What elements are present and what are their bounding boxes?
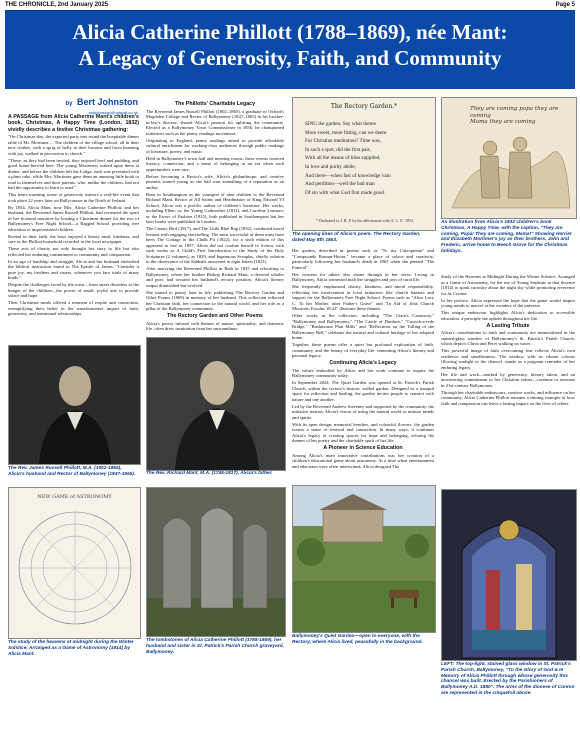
portrait-drawing xyxy=(9,346,140,464)
astronomy-game-image xyxy=(8,487,141,639)
tombstones-image xyxy=(146,487,286,637)
col1-paragraph: Their Christmas meals offered a moment of respite and connection, exemplifying their belief in the transformative impact of faith, generosity, and intentional relationships. xyxy=(8,300,139,317)
col3-paragraph: She frequently emphasised charity, kindness, and moral responsibility, reflecting her involvement in local initiatives like church bazaars and support for the Ballymoney Free Night School. Poems such as "Alice Lacy C. To her Mother, after Father's Grave" and "In Aid of Irish Church Missions: Exodus 18:22" illustrate these themes. xyxy=(292,284,434,311)
section-heading: The Phillotts' Charitable Legacy xyxy=(174,101,256,107)
col4-paragraph: In her preface, Alicia expressed the hope that the game would inspire young minds to marvel at the wonders of the universe. xyxy=(441,297,575,308)
poem-footnote: * Dedicated to J. R. P. by his affectionate wife A. C. P., 1853. xyxy=(315,218,415,223)
section-heading: A Pioneer in Science Education xyxy=(323,445,403,451)
section-heading: The Rectory Garden and Other Poems xyxy=(167,313,263,319)
page-header xyxy=(0,0,580,10)
col1-paragraph: This heart-warming scene of generosity mirrors a real-life event that took place 22 years later on Ballyconnor in the North of Ireland. xyxy=(8,192,139,203)
tombstones-photo xyxy=(147,488,285,636)
byline-by: by xyxy=(65,101,73,107)
col4-paragraph: Her life and work—marked by generosity, literary talent, and an unwavering commitment to her Christian values—continue to resonate in 21st-century Ballymoney. xyxy=(441,371,575,388)
col3-paragraph: With its open design, memorial benches, and colourful flowers, the garden fosters a sense of renewal and connection. In many ways, it continues Alicia's legacy of creating spaces for hope and belonging, echoing the themes of her poetry and the charitable spirit of her life. xyxy=(292,421,434,443)
col2-paragraph: She turned to poetry later in life, publishing The Rectory Garden and Other Poems (1869) in memory of her husband. This collection reflected her Christian faith, her connection to the natural world, and her role as a pillar of the Ballymoney community. xyxy=(146,289,284,311)
col4-paragraph: This unique endeavour highlights Alicia's dedication to accessible education, a principle she upheld throughout her life. xyxy=(441,310,575,321)
col4-paragraph: Study of the Heavens at Midnight During the Winter Solstice, Arranged as a Game of Astronomy, for the use of Young Students in that Science (1814) to spark curiosity about the night sky while promoting reverence for its Creator. xyxy=(441,274,575,296)
caption-stained-glass: LEFT: The top-light, stained glass window in St. Patrick's Parish Church, Ballymoney, "To the Glory of God & In Memory of Alicia Phillott through whose generosity this chancel was built. Erected by the Parishioners of Ballymoney A.D. 1880". The arms of the diocese of Connor are represented in the cinquefoil above. xyxy=(441,662,575,696)
col1-paragraph: These acts of charity not only brought her story to life but also reflected her enduring commitment to community and compassion. xyxy=(8,246,139,257)
col3-paragraph: Among Alicia's more innovative contributions was her creation of a children's educational game about astronomy. At a time when entertainment and education were often intertwined, Alicia designed The xyxy=(292,452,434,469)
stained-glass-image xyxy=(441,489,577,661)
illustration-line: They are coming papa they are coming xyxy=(470,106,559,119)
caption-tombstones: The tombstones of Alicia Catherine Phillott (1788-1869), her husband and sister in St. Patrick's Parish Church graveyard, Ballymoney. xyxy=(146,638,284,655)
headline-line-1: Alicia Catherine Phillott (1788–1869), née Mant: xyxy=(72,20,508,44)
poem-line: For Christian meditation? Time was, xyxy=(305,138,381,145)
col2-paragraph: The Canary Bird (1817), and The Little Blue Bag (1832), combined moral lessons with engaging storytelling. The most successful of them must have been The Cottage in the Chalk Pit (1822), for a sixth edition of this appeared as late as 1857. Alicia did not confine herself to fiction, with such works as A Child's First Introduction to the Study of the Holy Scriptures (2 volumes), as 1829, and Ingenuous Scruples, chiefly relation to the observance of the Sabbath, answered in eight letters (1821). xyxy=(146,226,284,264)
col2-paragraph: Before becoming a Rector's wife, Alicia's philanthropic and creative pursuits started young as she had won something of a reputation as an author. xyxy=(146,173,284,190)
page-header-left: THE CHRONICLE, 2nd January 2025 xyxy=(5,2,109,8)
col3-paragraph: Her concern for others also shone through in her verse. Living in Ballymoney, Alicia witnessed both the struggles and joys of rural life. xyxy=(292,271,434,282)
col3-paragraph: Led by the Reverend Andrew Sweeney and supported by the community, the initiative mirrors Alicia's vision of using the natural world to nurture minds and spirits. xyxy=(292,403,434,420)
illustration-caption: An illustration from Alicia's 1832 children's book Christmas, A Happy Time, with the caption, "They are coming, Papa! They are coming, Mama!" Showing Harriet and Elizabeth Mortimer's joy as their brothers, John and Frederic, arrive home to Beech Grove for the Christmas holidays. xyxy=(441,220,572,254)
caption-richard-mant: The Rev. Richard Mant, M.A. (1745-1817), Alicia's father. xyxy=(146,471,273,476)
poem-line: More sweet, more fitting, can we deem xyxy=(305,129,387,136)
column-1 xyxy=(8,114,139,339)
astronomy-diagram xyxy=(9,488,140,638)
poem-line: In love and purity abide; xyxy=(305,163,356,170)
caption-james-phillott: The Rev. James Russell Phillott, M.A. (1802-1865), Alicia's husband and Rector of Ballymoney (1847-1865). xyxy=(8,466,136,477)
page-number: Page 5 xyxy=(555,2,575,8)
poem-lines xyxy=(305,120,423,197)
col4-paragraph: This powerful image of faith overcoming fear reflects Alicia's own resilience and steadfastness. The window, with its vibrant colours (flowing sunlight in the chancel, stands as a poignant reminder of her enduring legacy. xyxy=(441,348,575,370)
col2-paragraph: Originating in England, penny readings aimed to provide affordable cultural enrichment for working-class audiences through public readings of literature, poetry, and music. xyxy=(146,137,284,154)
byline-author: Bert Johnston xyxy=(76,97,138,107)
col3-paragraph: Other works in the collection, including "The Giant's Causeway," "Ballymoney and Ballymoney," "The Castle of Dunluce," "Carrick-a-rede Bridge," "Bushmouse Plan Mills" and "Reflections on the Tolling of the Ballymoney Bell," celebrate the natural and cultural heritage of her adopted home. xyxy=(292,313,434,340)
garden-photo xyxy=(293,486,435,632)
byline-email: bobjohnston@hotmail.co.uk xyxy=(88,110,138,115)
col1-paragraph: "These, as they had been invited, they enjoyed beef and pudding, and good home-brewed beer. The young Mortimers waited upon them at dinner, and before the children left the Lodge, each was presented with a plum cake, while Mrs. Mortimer gave them an amusing little book to read to themselves and their parents, who, unlike the children, had not had the opportunity to learn to read." xyxy=(8,157,139,191)
col3-paragraph: Together, these poems offer a quiet but profound exploration of faith, community, and the beauty of everyday life, cementing Alicia's literary and personal legacy. xyxy=(292,342,434,358)
poem-line: With all the means of bliss supplied, xyxy=(305,155,381,162)
col2-paragraph: Held in Ballymoney's town hall and meeting rooms, these events fostered literacy, connection, and a sense of belonging in an era when such opportunities were rare. xyxy=(146,155,284,172)
col1-paragraph: By 1854, Alicia Mant, now Mrs. Alicia Catherine Phillott, and her husband, the Reverend James Russell Phillott, had recreated the spirit of her fictional narrative by hosting a Christmas dinner for the two of Ballymoney's Free Night School—a Ragged School providing free education to impoverished children. xyxy=(8,204,139,232)
lead-paragraph: A PASSAGE from Alicia Catherine Mant's children's book, Christmas, A Happy Time (London, 1832) vividly describes a festive Christmas gathering: xyxy=(8,114,139,133)
headline-banner xyxy=(5,11,575,89)
illustration-line: Mama they are coming xyxy=(470,119,536,126)
col3-paragraph: Her garden, described in poems such as "To my Coleopteran" and "Compounds Roman-Hooes," became a place of solace and creativity, particularly following her husband's death in 1865 when she penned "The Funeral". xyxy=(292,248,434,270)
col3-paragraph: In September 2024, The Quiet Garden was opened at St. Patrick's Parish Church, within the rectory's historic walled garden. Designed as a tranquil space for reflection and healing, the garden invites people to connect with nature and one another. xyxy=(292,380,434,402)
byline xyxy=(44,92,138,115)
poem-caption: The opening lines of Alicia's poem, The Rectory Garden, dated May 8th 1853. xyxy=(292,232,421,243)
column-2 xyxy=(146,100,284,330)
col4-paragraph: Through her charitable endeavours, creative works, and influence on her community, Alicia Catherine Phillott remains a shining example of how faith and compassion can leave a lasting impact on the lives of others. xyxy=(441,389,575,406)
poem-image xyxy=(292,97,436,231)
col2-paragraph: The Reverend James Russell Phillott (1802–1865), a graduate of Oxford's Magdalen College and Rector of Ballymoney (1847–1865) in his brother-in-law's diocese, shared Alicia's passion for uplifting the community. Elected as a Ballymoney Town Commissioner in 1856, he championed initiatives such as the penny readings movement. xyxy=(146,108,284,136)
section-heading: Continuing Alicia's Legacy xyxy=(329,360,397,366)
book-illustration xyxy=(441,97,577,219)
col1-paragraph: Despite the challenges faced by the town—from street disorders to the hunger of the children—the power of small, joyful acts to provide solace and hope. xyxy=(8,282,139,299)
portrait-drawing xyxy=(147,338,285,470)
caption-astronomy-game: The study of the heavens at midnight during the Winter Solstice, Arranged as a Game of Astronomy (1814) by Alicia Mant. xyxy=(8,640,134,657)
poem-line: In such a spot, did the first pair, xyxy=(305,146,371,153)
portrait-richard-mant xyxy=(146,337,286,471)
poem-line: And there—when fast of knowledge vain xyxy=(305,172,391,179)
col1-paragraph: In an age of hardship and struggle, Alicia and her husband embodied the biblical instruction found in The Epistle of James: "Consider it pure joy, my brothers and sisters, whenever you face trials of many kinds." xyxy=(8,258,139,281)
stained-glass-photo xyxy=(442,490,576,660)
poem-line: Of sin with what God first made good. xyxy=(305,189,386,196)
column-3 xyxy=(292,248,434,480)
poem-line: SING the garden. Say what theme xyxy=(305,121,376,127)
headline-line-2: A Legacy of Generosity, Faith, and Community xyxy=(78,46,502,70)
col4-paragraph: Alicia's contributions to faith and community are immortalised in the stained-glass window of Ballymoney's St. Patrick's Parish Church, which depicts Christ and Peter walking on water. xyxy=(441,330,575,346)
section-heading: A Lasting Tribute xyxy=(486,322,530,329)
col2-paragraph: Alicia's poetry infused with themes of nature, spirituality, and domestic life, often drew inspiration from her surroundings. xyxy=(146,320,284,330)
astronomy-label: NEW GAME of ASTRONOMY xyxy=(37,494,112,500)
column-4 xyxy=(441,274,575,484)
col2-paragraph: Born in Southampton as the youngest of nine children to the Reverend Richard Mant, Rector of All Saints and Headmaster of King Edward VI School, Alicia was a prolific author of children's literature. Her works, including Ellen; or, the Young Godmother (1812), and Caroline Lismore; or the Errors of Fashion (1815), both published in Southampton but her later books were published in London. xyxy=(146,191,284,224)
col1-paragraph: "On Christmas-day, the expected party met round the hospitable dinner table of Mr. Mortimer… The children of the village school, all in their new clothes, with a sprig of holly in their bosoms and faces beaming with joy, walked in procession to church." xyxy=(8,134,139,156)
caption-quiet-garden: Ballymoney's Quiet Garden—open to everyone, with the Rectory, where Alicia lived, peacefully in the background. xyxy=(292,634,423,645)
col3-paragraph: The values embodied by Alicia and her work continue to inspire the Ballymoney community today. xyxy=(292,367,434,378)
poem-title: The Rectory Garden.* xyxy=(330,103,398,110)
portrait-james-phillott xyxy=(8,345,141,465)
col1-paragraph: Rooted in their faith, the boys enjoyed a hearty meal, kindness, and care as the Phillott household recorded in the local newspaper. xyxy=(8,233,139,245)
poem-line: And perdition—well the bad man xyxy=(305,181,375,188)
quiet-garden-image xyxy=(292,485,436,633)
illustration-text xyxy=(470,106,576,126)
col2-paragraph: After marrying the Reverend Phillott in Bath in 1835 and relocating to Ballymoney, where her brother Bishop Richard Mant, a devoted scholar and poet, had secured her husband's rectory position, Alicia's literary output diminished but evolved. xyxy=(146,266,284,288)
